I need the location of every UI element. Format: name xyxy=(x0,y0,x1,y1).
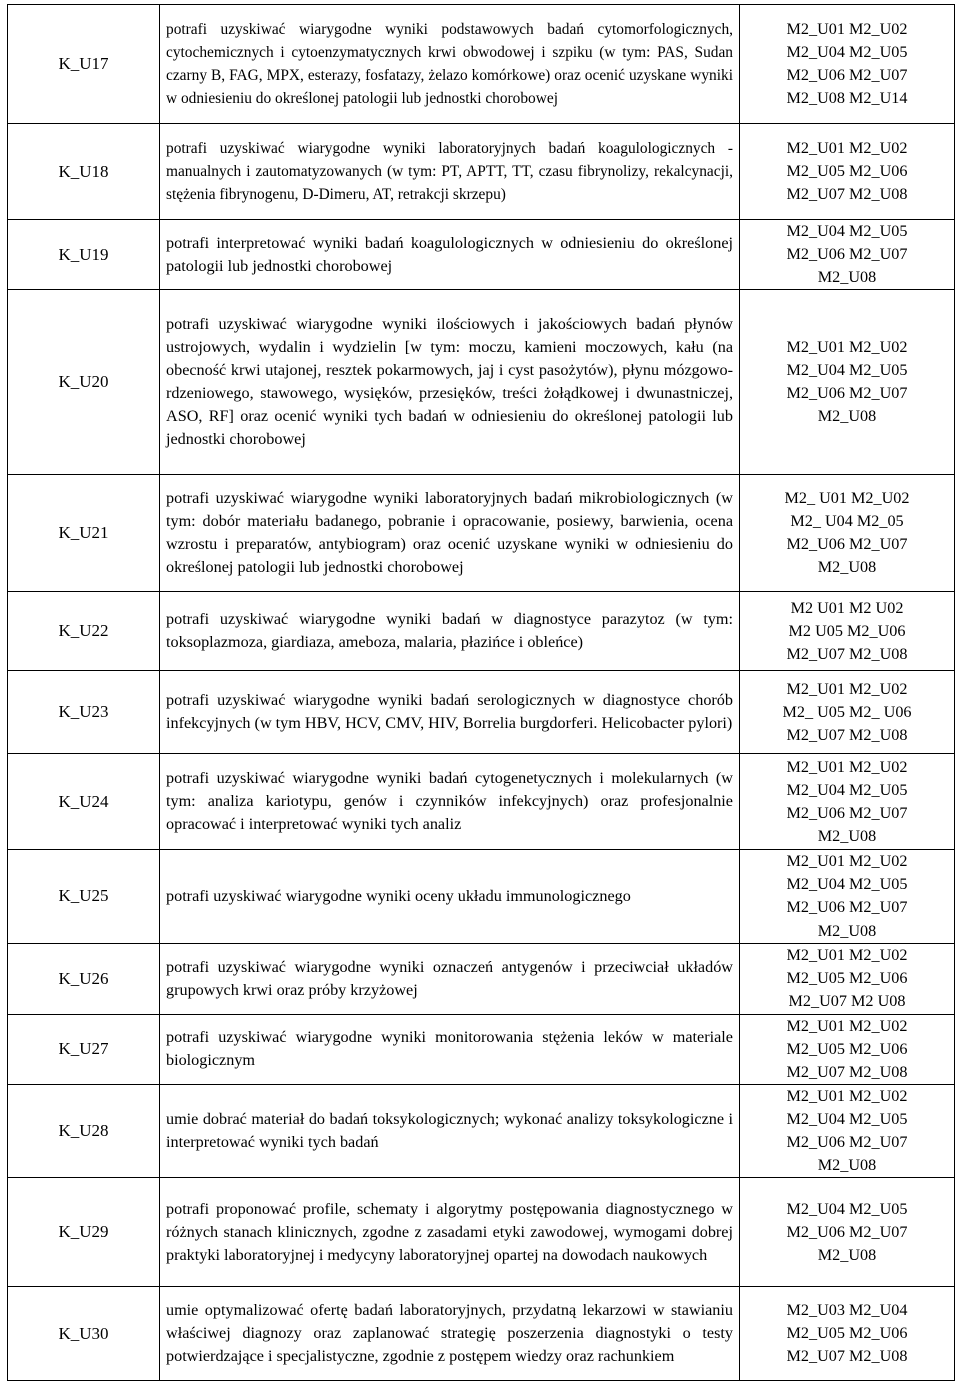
outcome-description: potrafi uzyskiwać wiarygodne wyniki badań cytogenetycznych i molekularnych (w tym: analiza kariotypu, genów i czynników infekcyjnych) oraz profesjonalnie opracować i interpretować wyniki tych analiz xyxy=(160,754,740,850)
outcome-description: potrafi uzyskiwać wiarygodne wyniki monitorowania stężenia leków w materiale biologicznym xyxy=(160,1014,740,1084)
reference-codes-line: M2_U05 M2_U06 xyxy=(786,1324,908,1343)
reference-codes-line: M2_U03 M2_U04 xyxy=(786,1301,908,1320)
reference-codes-line: M2_U01 M2_U02 xyxy=(786,1016,908,1035)
outcome-code: K_U28 xyxy=(8,1084,160,1177)
outcome-description: potrafi proponować profile, schematy i algorytmy postępowania diagnostycznego w różnych stanach klinicznych, zgodne z zasadami etyki zawodowej, wymogami dobrej praktyki laboratoryjnej i medycyny laboratoryjnej opartej na dowodach naukowych xyxy=(160,1178,740,1287)
reference-codes-line: M2_ U01 M2_U02 xyxy=(784,489,910,508)
learning-outcomes-table xyxy=(7,4,955,1381)
reference-codes-line: M2_U04 M2_U05 xyxy=(786,1199,908,1218)
reference-codes-line: M2_U01 M2_U02 xyxy=(786,946,908,965)
reference-codes-line: M2_U06 M2_U07 xyxy=(786,245,908,264)
reference-codes-line: M2_U01 M2_U02 xyxy=(786,338,908,357)
outcome-description: umie dobrać materiał do badań toksykologicznych; wykonać analizy toksykologiczne i interpretować wyniki tych badań xyxy=(160,1084,740,1177)
reference-codes-line: M2_U06 M2_U07 xyxy=(786,803,908,822)
outcome-code: K_U17 xyxy=(8,5,160,124)
reference-codes-line: M2_U06 M2_U07 xyxy=(786,384,908,403)
reference-codes-line: M2_U08 M2_U14 xyxy=(786,89,908,108)
outcome-references xyxy=(740,475,955,592)
table-row xyxy=(8,475,955,592)
reference-codes-line: M2_ U04 M2_05 xyxy=(790,512,904,531)
reference-codes-line: M2_U07 M2_U08 xyxy=(786,1347,908,1366)
reference-codes-line: M2_U07 M2 U08 xyxy=(788,992,906,1011)
reference-codes-line: M2_U08 xyxy=(817,558,877,577)
reference-codes-line: M2_U06 M2_U07 xyxy=(786,1222,908,1241)
table-row xyxy=(8,1014,955,1084)
outcome-references xyxy=(740,220,955,290)
reference-codes-line: M2_U07 M2_U08 xyxy=(786,185,908,204)
outcome-description: potrafi uzyskiwać wiarygodne wyniki podstawowych badań cytomorfologicznych, cytochemicznych i cytoenzymatycznych krwi obwodowej i szpiku (w tym: PAS, Sudan czarny B, FAG, MPX, esterazy, fosfatazy, żelazo komórkowe) oraz ocenić uzyskane wyniki w odniesieniu do określonej patologii lub jednostki chorobowej xyxy=(160,5,740,124)
reference-codes-line: M2_U05 M2_U06 xyxy=(786,969,908,988)
outcome-references xyxy=(740,1287,955,1381)
outcome-description: potrafi uzyskiwać wiarygodne wyniki oznaczeń antygenów i przeciwciał układów grupowych krwi oraz próby krzyżowej xyxy=(160,943,740,1014)
outcome-code: K_U27 xyxy=(8,1014,160,1084)
reference-codes-line: M2_U04 M2_U05 xyxy=(786,780,908,799)
reference-codes-line: M2 U01 M2 U02 xyxy=(790,598,904,617)
outcome-code: K_U29 xyxy=(8,1178,160,1287)
table-row xyxy=(8,671,955,754)
table-row xyxy=(8,5,955,124)
reference-codes-line: M2_U01 M2_U02 xyxy=(786,852,908,871)
outcome-description: potrafi uzyskiwać wiarygodne wyniki ilościowych i jakościowych badań płynów ustrojowych, wydalin i wydzielin [w tym: moczu, kamieni moczowych, kału (na obecność krwi utajonej, resztek pokarmowych, jaj i cyst pasożytów), płynu mózgowo-rdzeniowego, stawowego, wysięków, przesięków, treści żołądkowej i dwunastniczej, ASO, RF] oraz ocenić wyniki tych badań w odniesieniu do określonej patologii lub jednostki chorobowej xyxy=(160,290,740,475)
reference-codes-line: M2_U04 M2_U05 xyxy=(786,42,908,61)
outcome-code: K_U24 xyxy=(8,754,160,850)
table-row xyxy=(8,1178,955,1287)
outcome-references xyxy=(740,5,955,124)
outcome-references xyxy=(740,1014,955,1084)
outcome-references xyxy=(740,1084,955,1177)
outcome-description: umie optymalizować ofertę badań laboratoryjnych, przydatną lekarzowi w stawianiu właściwej diagnozy oraz zaplanować strategię poszerzenia diagnostyki o testy potwierdzające i specjalistyczne, zgodnie z postępem wiedzy oraz rachunkiem xyxy=(160,1287,740,1381)
table-row xyxy=(8,1287,955,1381)
outcome-references xyxy=(740,850,955,943)
outcome-references xyxy=(740,290,955,475)
outcome-description: potrafi uzyskiwać wiarygodne wyniki laboratoryjnych badań mikrobiologicznych (w tym: dobór materiału badanego, pobranie i opracowanie, posiewy, barwienia, ocena wzrostu i preparatów, antybiogram) oraz ocenić uzyskane wyniki w odniesieniu do określonej patologii lub jednostki chorobowej xyxy=(160,475,740,592)
table-row xyxy=(8,124,955,220)
reference-codes-line: M2_U08 xyxy=(817,407,877,426)
outcome-code: K_U19 xyxy=(8,220,160,290)
reference-codes-line: M2_U08 xyxy=(817,1245,877,1264)
outcome-description: potrafi uzyskiwać wiarygodne wyniki badań serologicznych w diagnostyce chorób infekcyjnych (w tym HBV, HCV, CMV, HIV, Borrelia burgdorferi. Helicobacter pylori) xyxy=(160,671,740,754)
table-row xyxy=(8,592,955,671)
table-row xyxy=(8,850,955,943)
reference-codes-line: M2_U08 xyxy=(817,921,877,940)
table-row xyxy=(8,754,955,850)
reference-codes-line: M2_U01 M2_U02 xyxy=(786,679,908,698)
outcome-references xyxy=(740,671,955,754)
outcome-description: potrafi uzyskiwać wiarygodne wyniki laboratoryjnych badań koagulologicznych - manualnych i zautomatyzowanych (w tym: PT, APTT, TT, czasu fibrynolizy, rekalcynacji, stężenia fibrynogenu, D-Dimeru, AT, retrakcji skrzepu) xyxy=(160,124,740,220)
outcome-description: potrafi uzyskiwać wiarygodne wyniki oceny układu immunologicznego xyxy=(160,850,740,943)
outcome-code: K_U26 xyxy=(8,943,160,1014)
table-row xyxy=(8,1084,955,1177)
outcome-references xyxy=(740,124,955,220)
reference-codes-line: M2_U04 M2_U05 xyxy=(786,361,908,380)
table-row xyxy=(8,943,955,1014)
outcome-description: potrafi uzyskiwać wiarygodne wyniki badań w diagnostyce parazytoz (w tym: toksoplazmoza, giardiaza, ameboza, malaria, płazińce i obleńce) xyxy=(160,592,740,671)
reference-codes-line: M2_U04 M2_U05 xyxy=(786,875,908,894)
outcome-code: K_U20 xyxy=(8,290,160,475)
outcome-code: K_U23 xyxy=(8,671,160,754)
reference-codes-line: M2_U06 M2_U07 xyxy=(786,66,908,84)
reference-codes-line: M2_U08 xyxy=(817,268,877,287)
outcome-references xyxy=(740,943,955,1014)
reference-codes-line: M2_U01 M2_U02 xyxy=(786,138,908,157)
reference-codes-line: M2_ U05 M2_ U06 xyxy=(782,702,912,721)
outcome-code: K_U22 xyxy=(8,592,160,671)
reference-codes-line: M2_U01 M2_U02 xyxy=(786,1086,908,1105)
reference-codes-line: M2_U05 M2_U06 xyxy=(786,161,908,180)
reference-codes-line: M2_U01 M2_U02 xyxy=(786,757,908,776)
reference-codes-line: M2_U08 xyxy=(817,826,877,845)
outcome-references xyxy=(740,592,955,671)
reference-codes-line: M2_U04 M2_U05 xyxy=(786,1110,908,1129)
outcome-code: K_U18 xyxy=(8,124,160,220)
outcome-description: potrafi interpretować wyniki badań koagulologicznych w odniesieniu do określonej patologii lub jednostki chorobowej xyxy=(160,220,740,290)
reference-codes-line: M2_U06 M2_U07 xyxy=(786,1133,908,1152)
table-row xyxy=(8,220,955,290)
reference-codes-line: M2_U08 xyxy=(817,1156,877,1175)
reference-codes-line: M2_U06 M2_U07 xyxy=(786,535,908,554)
outcome-code: K_U21 xyxy=(8,475,160,592)
reference-codes-line: M2 U05 M2_U06 xyxy=(788,621,906,640)
reference-codes-line: M2_U06 M2_U07 xyxy=(786,898,908,917)
outcome-references xyxy=(740,1178,955,1287)
outcome-code: K_U30 xyxy=(8,1287,160,1381)
outcome-code: K_U25 xyxy=(8,850,160,943)
reference-codes-line: M2_U05 M2_U06 xyxy=(786,1039,908,1058)
table-row xyxy=(8,290,955,475)
outcome-references xyxy=(740,754,955,850)
reference-codes-line: M2_U01 M2_U02 xyxy=(786,19,908,38)
reference-codes-line: M2_U07 M2_U08 xyxy=(786,725,908,744)
reference-codes-line: M2_U04 M2_U05 xyxy=(786,222,908,240)
reference-codes-line: M2_U07 M2_U08 xyxy=(786,644,908,663)
reference-codes-line: M2_U07 M2_U08 xyxy=(786,1062,908,1081)
